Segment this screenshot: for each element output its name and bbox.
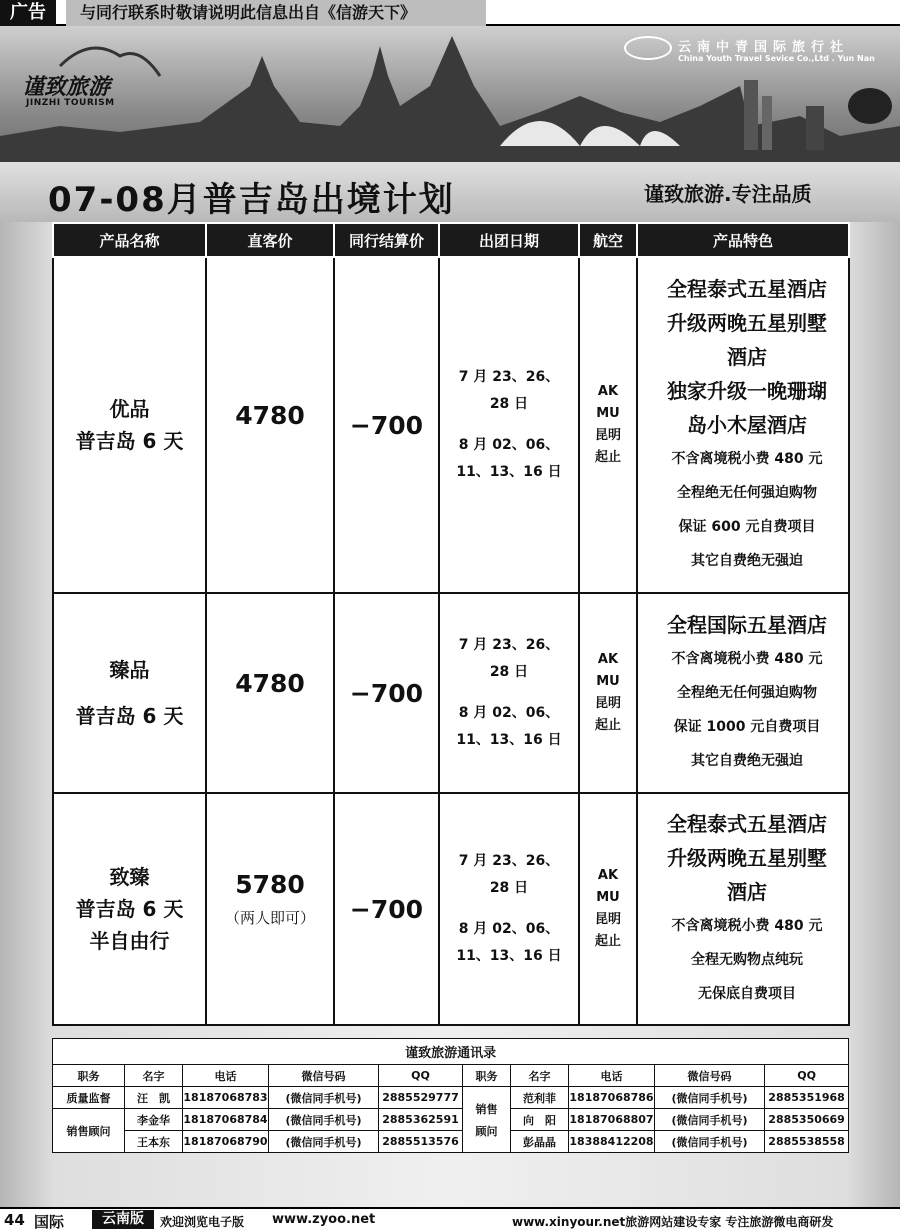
contact-name: 向 阳 bbox=[511, 1109, 569, 1131]
agency-name: 云南中青国际旅行社 bbox=[678, 40, 850, 55]
feature-note: 全程绝无任何强迫购物 bbox=[677, 685, 817, 701]
dates-cell bbox=[439, 257, 579, 593]
contact-wechat: (微信同手机号) bbox=[269, 1087, 379, 1109]
feature-note: 其它自费绝无强迫 bbox=[691, 753, 803, 769]
table-header-row bbox=[53, 223, 849, 257]
top-ad-bar bbox=[0, 0, 900, 26]
feature-highlight: 全程泰式五星酒店 bbox=[667, 812, 827, 836]
header-phone: 电话 bbox=[183, 1065, 269, 1087]
source-notice: 与同行联系时敬请说明此信息出自《信游天下》 bbox=[66, 0, 486, 26]
header-departure-dates: 出团日期 bbox=[439, 223, 579, 257]
contact-name: 彭晶晶 bbox=[511, 1131, 569, 1153]
slogan: 谨致旅游.专注品质 bbox=[644, 182, 812, 206]
agent-price: −700 bbox=[349, 410, 424, 440]
product-name-line: 半自由行 bbox=[89, 929, 170, 953]
header-wechat: 微信号码 bbox=[269, 1065, 379, 1087]
airline-cell bbox=[579, 593, 637, 793]
header-name: 名字 bbox=[511, 1065, 569, 1087]
page-footer bbox=[0, 1207, 900, 1230]
contact-phone: 18187068790 bbox=[183, 1131, 269, 1153]
airline-line: 昆明 bbox=[594, 696, 621, 711]
website-link[interactable]: www.zyoo.net bbox=[272, 1212, 376, 1227]
contact-phone: 18388412208 bbox=[569, 1131, 655, 1153]
airline-cell bbox=[579, 257, 637, 593]
table-row bbox=[53, 257, 849, 593]
logo-subtitle: JINZHI TOURISM bbox=[26, 98, 115, 108]
feature-highlight: 酒店 bbox=[727, 345, 767, 369]
header-wechat: 微信号码 bbox=[655, 1065, 765, 1087]
contacts-table bbox=[52, 1038, 849, 1153]
contacts-title-row bbox=[53, 1039, 849, 1065]
agent-price: −700 bbox=[349, 678, 424, 708]
date-line: 8 月 02、06、 bbox=[458, 921, 560, 937]
product-name-line: 臻品 bbox=[109, 658, 150, 682]
contact-phone: 18187068783 bbox=[183, 1087, 269, 1109]
contacts-title: 谨致旅游通讯录 bbox=[53, 1039, 849, 1065]
airline-line: MU bbox=[596, 890, 620, 905]
date-line: 7 月 23、26、 bbox=[458, 637, 560, 653]
header-phone: 电话 bbox=[569, 1065, 655, 1087]
table-row bbox=[53, 593, 849, 793]
feature-note: 其它自费绝无强迫 bbox=[691, 553, 803, 569]
product-name-line: 致臻 bbox=[109, 865, 150, 889]
contact-qq: 2885351968 bbox=[765, 1087, 849, 1109]
contacts-directory bbox=[52, 1038, 848, 1153]
header-retail-price: 直客价 bbox=[206, 223, 334, 257]
contact-role-part: 顾问 bbox=[475, 1124, 498, 1138]
date-line: 8 月 02、06、 bbox=[458, 437, 560, 453]
tour-plan-table bbox=[52, 222, 850, 1026]
airline-line: MU bbox=[596, 674, 620, 689]
contact-row bbox=[53, 1109, 849, 1131]
product-name-line: 普吉岛 6 天 bbox=[75, 704, 184, 728]
page-title: 07-08月普吉岛出境计划 bbox=[48, 180, 455, 220]
features-cell bbox=[637, 257, 849, 593]
contact-qq: 2885350669 bbox=[765, 1109, 849, 1131]
ad-tag: 广告 bbox=[0, 0, 56, 26]
feature-highlight: 独家升级一晚珊瑚 bbox=[667, 379, 827, 403]
dates-cell bbox=[439, 593, 579, 793]
feature-note: 无保底自费项目 bbox=[698, 986, 796, 1002]
retail-price: 4780 bbox=[235, 668, 305, 698]
retail-price: 5780 bbox=[235, 870, 305, 899]
product-name-line: 普吉岛 6 天 bbox=[75, 897, 184, 921]
section-name: 国际 bbox=[34, 1213, 65, 1230]
date-line: 7 月 23、26、 bbox=[458, 369, 560, 385]
airline-line: 起止 bbox=[594, 934, 621, 949]
airline-line: 起止 bbox=[594, 450, 621, 465]
feature-note: 保证 600 元自费项目 bbox=[678, 519, 816, 535]
features-cell bbox=[637, 593, 849, 793]
date-line: 8 月 02、06、 bbox=[458, 705, 560, 721]
welcome-text: 欢迎浏览电子版 bbox=[160, 1215, 245, 1229]
feature-note: 不含离境税小费 480 元 bbox=[671, 918, 823, 934]
contact-wechat: (微信同手机号) bbox=[655, 1109, 765, 1131]
date-line: 11、13、16 日 bbox=[456, 732, 562, 748]
contacts-header-row bbox=[53, 1065, 849, 1087]
contact-wechat: (微信同手机号) bbox=[269, 1131, 379, 1153]
airline-line: MU bbox=[596, 406, 620, 421]
product-name-cell bbox=[53, 257, 206, 593]
airline-cell bbox=[579, 793, 637, 1025]
feature-highlight: 岛小木屋酒店 bbox=[687, 413, 807, 437]
title-band bbox=[0, 162, 900, 222]
date-line: 28 日 bbox=[489, 880, 529, 896]
contact-name: 李金华 bbox=[125, 1109, 183, 1131]
retail-price: 4780 bbox=[235, 400, 305, 430]
table-row bbox=[53, 793, 849, 1025]
feature-highlight: 升级两晚五星别墅 bbox=[667, 311, 827, 335]
date-line: 11、13、16 日 bbox=[456, 464, 562, 480]
date-line: 11、13、16 日 bbox=[456, 948, 562, 964]
contact-role: 质量监督 bbox=[53, 1087, 125, 1109]
contact-qq: 2885513576 bbox=[379, 1131, 463, 1153]
feature-highlight: 全程国际五星酒店 bbox=[667, 613, 827, 637]
agent-price-cell bbox=[334, 793, 439, 1025]
header-role: 职务 bbox=[53, 1065, 125, 1087]
header-airline: 航空 bbox=[579, 223, 637, 257]
contact-row bbox=[53, 1131, 849, 1153]
agent-price: −700 bbox=[349, 894, 424, 924]
product-name-line: 优品 bbox=[109, 397, 150, 421]
header-features: 产品特色 bbox=[637, 223, 849, 257]
date-line: 7 月 23、26、 bbox=[458, 853, 560, 869]
contact-wechat: (微信同手机号) bbox=[655, 1131, 765, 1153]
header-qq: QQ bbox=[379, 1065, 463, 1087]
agency-logo-icon bbox=[624, 36, 672, 60]
features-cell bbox=[637, 793, 849, 1025]
retail-price-cell bbox=[206, 793, 334, 1025]
price-note: （两人即可） bbox=[224, 909, 315, 927]
header-product-name: 产品名称 bbox=[53, 223, 206, 257]
contact-row bbox=[53, 1087, 849, 1109]
contact-role-part: 销售 bbox=[475, 1102, 498, 1116]
advertiser-website-link[interactable]: www.xinyour.net旅游网站建设专家 专注旅游微电商研发 bbox=[512, 1215, 834, 1229]
airline-line: 昆明 bbox=[594, 912, 621, 927]
agent-price-cell bbox=[334, 593, 439, 793]
product-name-cell bbox=[53, 593, 206, 793]
product-name-cell bbox=[53, 793, 206, 1025]
contact-qq: 2885529777 bbox=[379, 1087, 463, 1109]
feature-highlight: 酒店 bbox=[727, 880, 767, 904]
feature-note: 不含离境税小费 480 元 bbox=[671, 651, 823, 667]
airline-line: AK bbox=[597, 384, 619, 399]
contact-name: 汪 凯 bbox=[125, 1087, 183, 1109]
contact-qq: 2885362591 bbox=[379, 1109, 463, 1131]
header-name: 名字 bbox=[125, 1065, 183, 1087]
feature-note: 全程绝无任何强迫购物 bbox=[677, 485, 817, 501]
agency-english-name: China Youth Travel Sevice Co.,Ltd . Yun Nan bbox=[678, 54, 875, 63]
contact-qq: 2885538558 bbox=[765, 1131, 849, 1153]
airline-line: 昆明 bbox=[594, 428, 621, 443]
airline-line: AK bbox=[597, 868, 619, 883]
contact-phone: 18187068786 bbox=[569, 1087, 655, 1109]
contact-role bbox=[463, 1087, 511, 1153]
retail-price-cell bbox=[206, 593, 334, 793]
dates-cell bbox=[439, 793, 579, 1025]
feature-highlight: 升级两晚五星别墅 bbox=[667, 846, 827, 870]
feature-note: 保证 1000 元自费项目 bbox=[673, 719, 821, 735]
contact-phone: 18187068784 bbox=[183, 1109, 269, 1131]
contact-name: 王本东 bbox=[125, 1131, 183, 1153]
feature-highlight: 全程泰式五星酒店 bbox=[667, 277, 827, 301]
airline-line: 起止 bbox=[594, 718, 621, 733]
airline-line: AK bbox=[597, 652, 619, 667]
feature-note: 全程无购物点纯玩 bbox=[691, 952, 803, 968]
contact-wechat: (微信同手机号) bbox=[655, 1087, 765, 1109]
edition-badge: 云南版 bbox=[92, 1210, 154, 1229]
header-agent-price: 同行结算价 bbox=[334, 223, 439, 257]
agent-price-cell bbox=[334, 257, 439, 593]
date-line: 28 日 bbox=[489, 396, 529, 412]
retail-price-cell bbox=[206, 257, 334, 593]
contact-phone: 18187068807 bbox=[569, 1109, 655, 1131]
contact-wechat: (微信同手机号) bbox=[269, 1109, 379, 1131]
page-number: 44 bbox=[4, 1211, 25, 1229]
date-line: 28 日 bbox=[489, 664, 529, 680]
product-name-line: 普吉岛 6 天 bbox=[75, 429, 184, 453]
header-qq: QQ bbox=[765, 1065, 849, 1087]
header-banner bbox=[0, 26, 900, 162]
contact-role: 销售顾问 bbox=[53, 1109, 125, 1153]
feature-note: 不含离境税小费 480 元 bbox=[671, 451, 823, 467]
logo-name: 谨致旅游 bbox=[22, 74, 111, 100]
contact-name: 范利菲 bbox=[511, 1087, 569, 1109]
header-role: 职务 bbox=[463, 1065, 511, 1087]
